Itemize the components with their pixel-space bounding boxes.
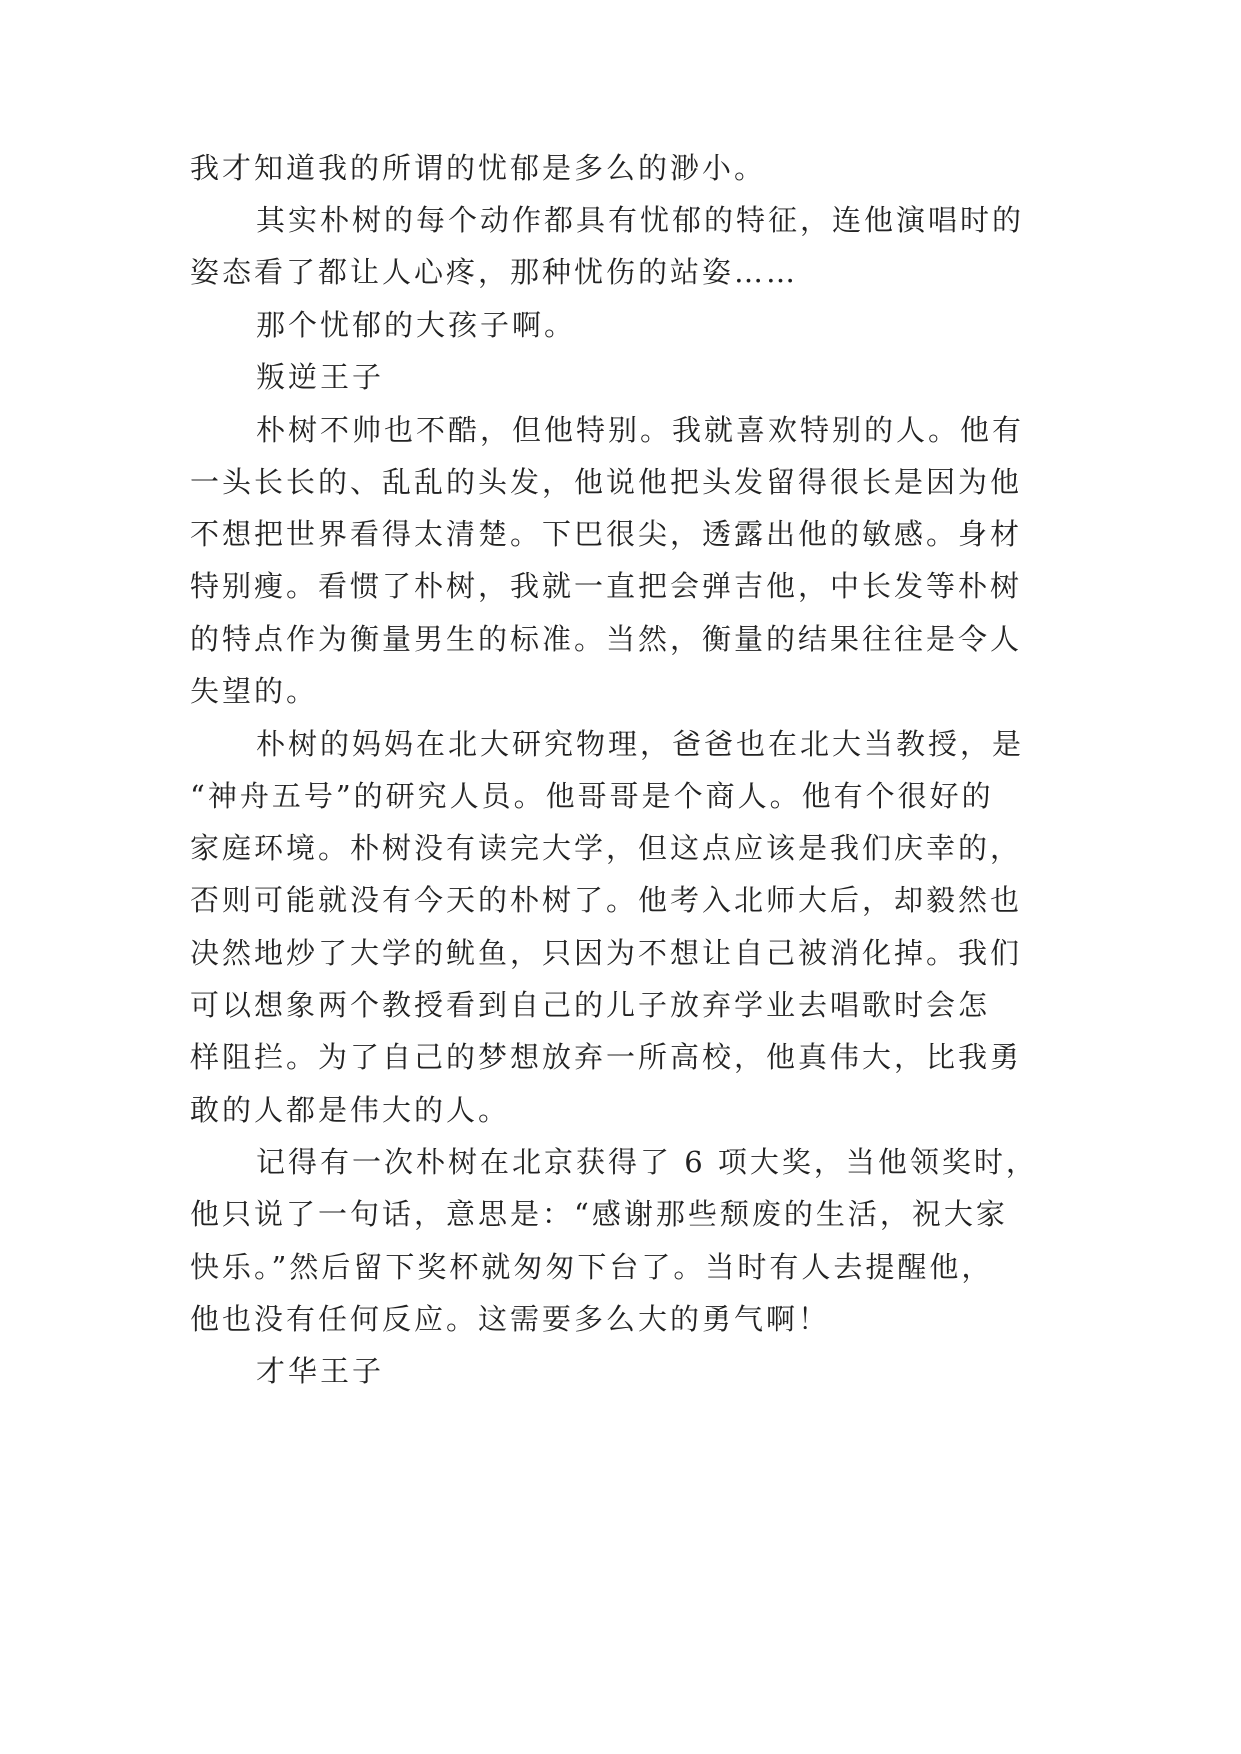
- section-heading: 叛逆王子: [256, 360, 385, 394]
- paragraph-first-line: 其实朴树的每个动作都具有忧郁的特征，连他演唱时的: [256, 203, 1025, 237]
- text-line: 一头长长的、乱乱的头发，他说他把头发留得很长是因为他: [190, 465, 1023, 499]
- paragraph-first-line: 朴树不帅也不酷，但他特别。我就喜欢特别的人。他有: [256, 413, 1025, 447]
- text-line: 的特点作为衡量男生的标准。当然，衡量的结果往往是令人: [190, 622, 1023, 656]
- text-line: 快乐。”然后留下奖杯就匆匆下台了。当时有人去提醒他，: [190, 1250, 994, 1284]
- text-line: 我才知道我的所谓的忧郁是多么的渺小。: [190, 151, 767, 185]
- section-heading: 才华王子: [256, 1354, 385, 1388]
- text-line: 姿态看了都让人心疼，那种忧伤的站姿……: [190, 255, 799, 289]
- text-line: 他也没有任何反应。这需要多么大的勇气啊！: [190, 1302, 831, 1336]
- text-line: 失望的。: [190, 674, 319, 708]
- paragraph-first-line: 那个忧郁的大孩子啊。: [256, 308, 577, 342]
- text-line: 样阻拦。为了自己的梦想放弃一所高校，他真伟大，比我勇: [190, 1040, 1023, 1074]
- text-line: 敢的人都是伟大的人。: [190, 1093, 511, 1127]
- text-line: 决然地炒了大学的鱿鱼，只因为不想让自己被消化掉。我们: [190, 936, 1023, 970]
- text-line: 可以想象两个教授看到自己的儿子放弃学业去唱歌时会怎: [190, 988, 991, 1022]
- text-line: 他只说了一句话，意思是：“感谢那些颓废的生活，祝大家: [190, 1197, 1008, 1231]
- text-line: 家庭环境。朴树没有读完大学，但这点应该是我们庆幸的，: [190, 831, 1023, 865]
- paragraph-first-line: 记得有一次朴树在北京获得了 6 项大奖，当他领奖时，: [256, 1145, 1038, 1179]
- text-line: 特别瘦。看惯了朴树，我就一直把会弹吉他，中长发等朴树: [190, 569, 1023, 603]
- text-line: 否则可能就没有今天的朴树了。他考入北师大后，却毅然也: [190, 883, 1023, 917]
- text-line: “神舟五号”的研究人员。他哥哥是个商人。他有个很好的: [190, 779, 994, 813]
- paragraph-first-line: 朴树的妈妈在北大研究物理，爸爸也在北大当教授，是: [256, 727, 1025, 761]
- text-line: 不想把世界看得太清楚。下巴很尖，透露出他的敏感。身材: [190, 517, 1023, 551]
